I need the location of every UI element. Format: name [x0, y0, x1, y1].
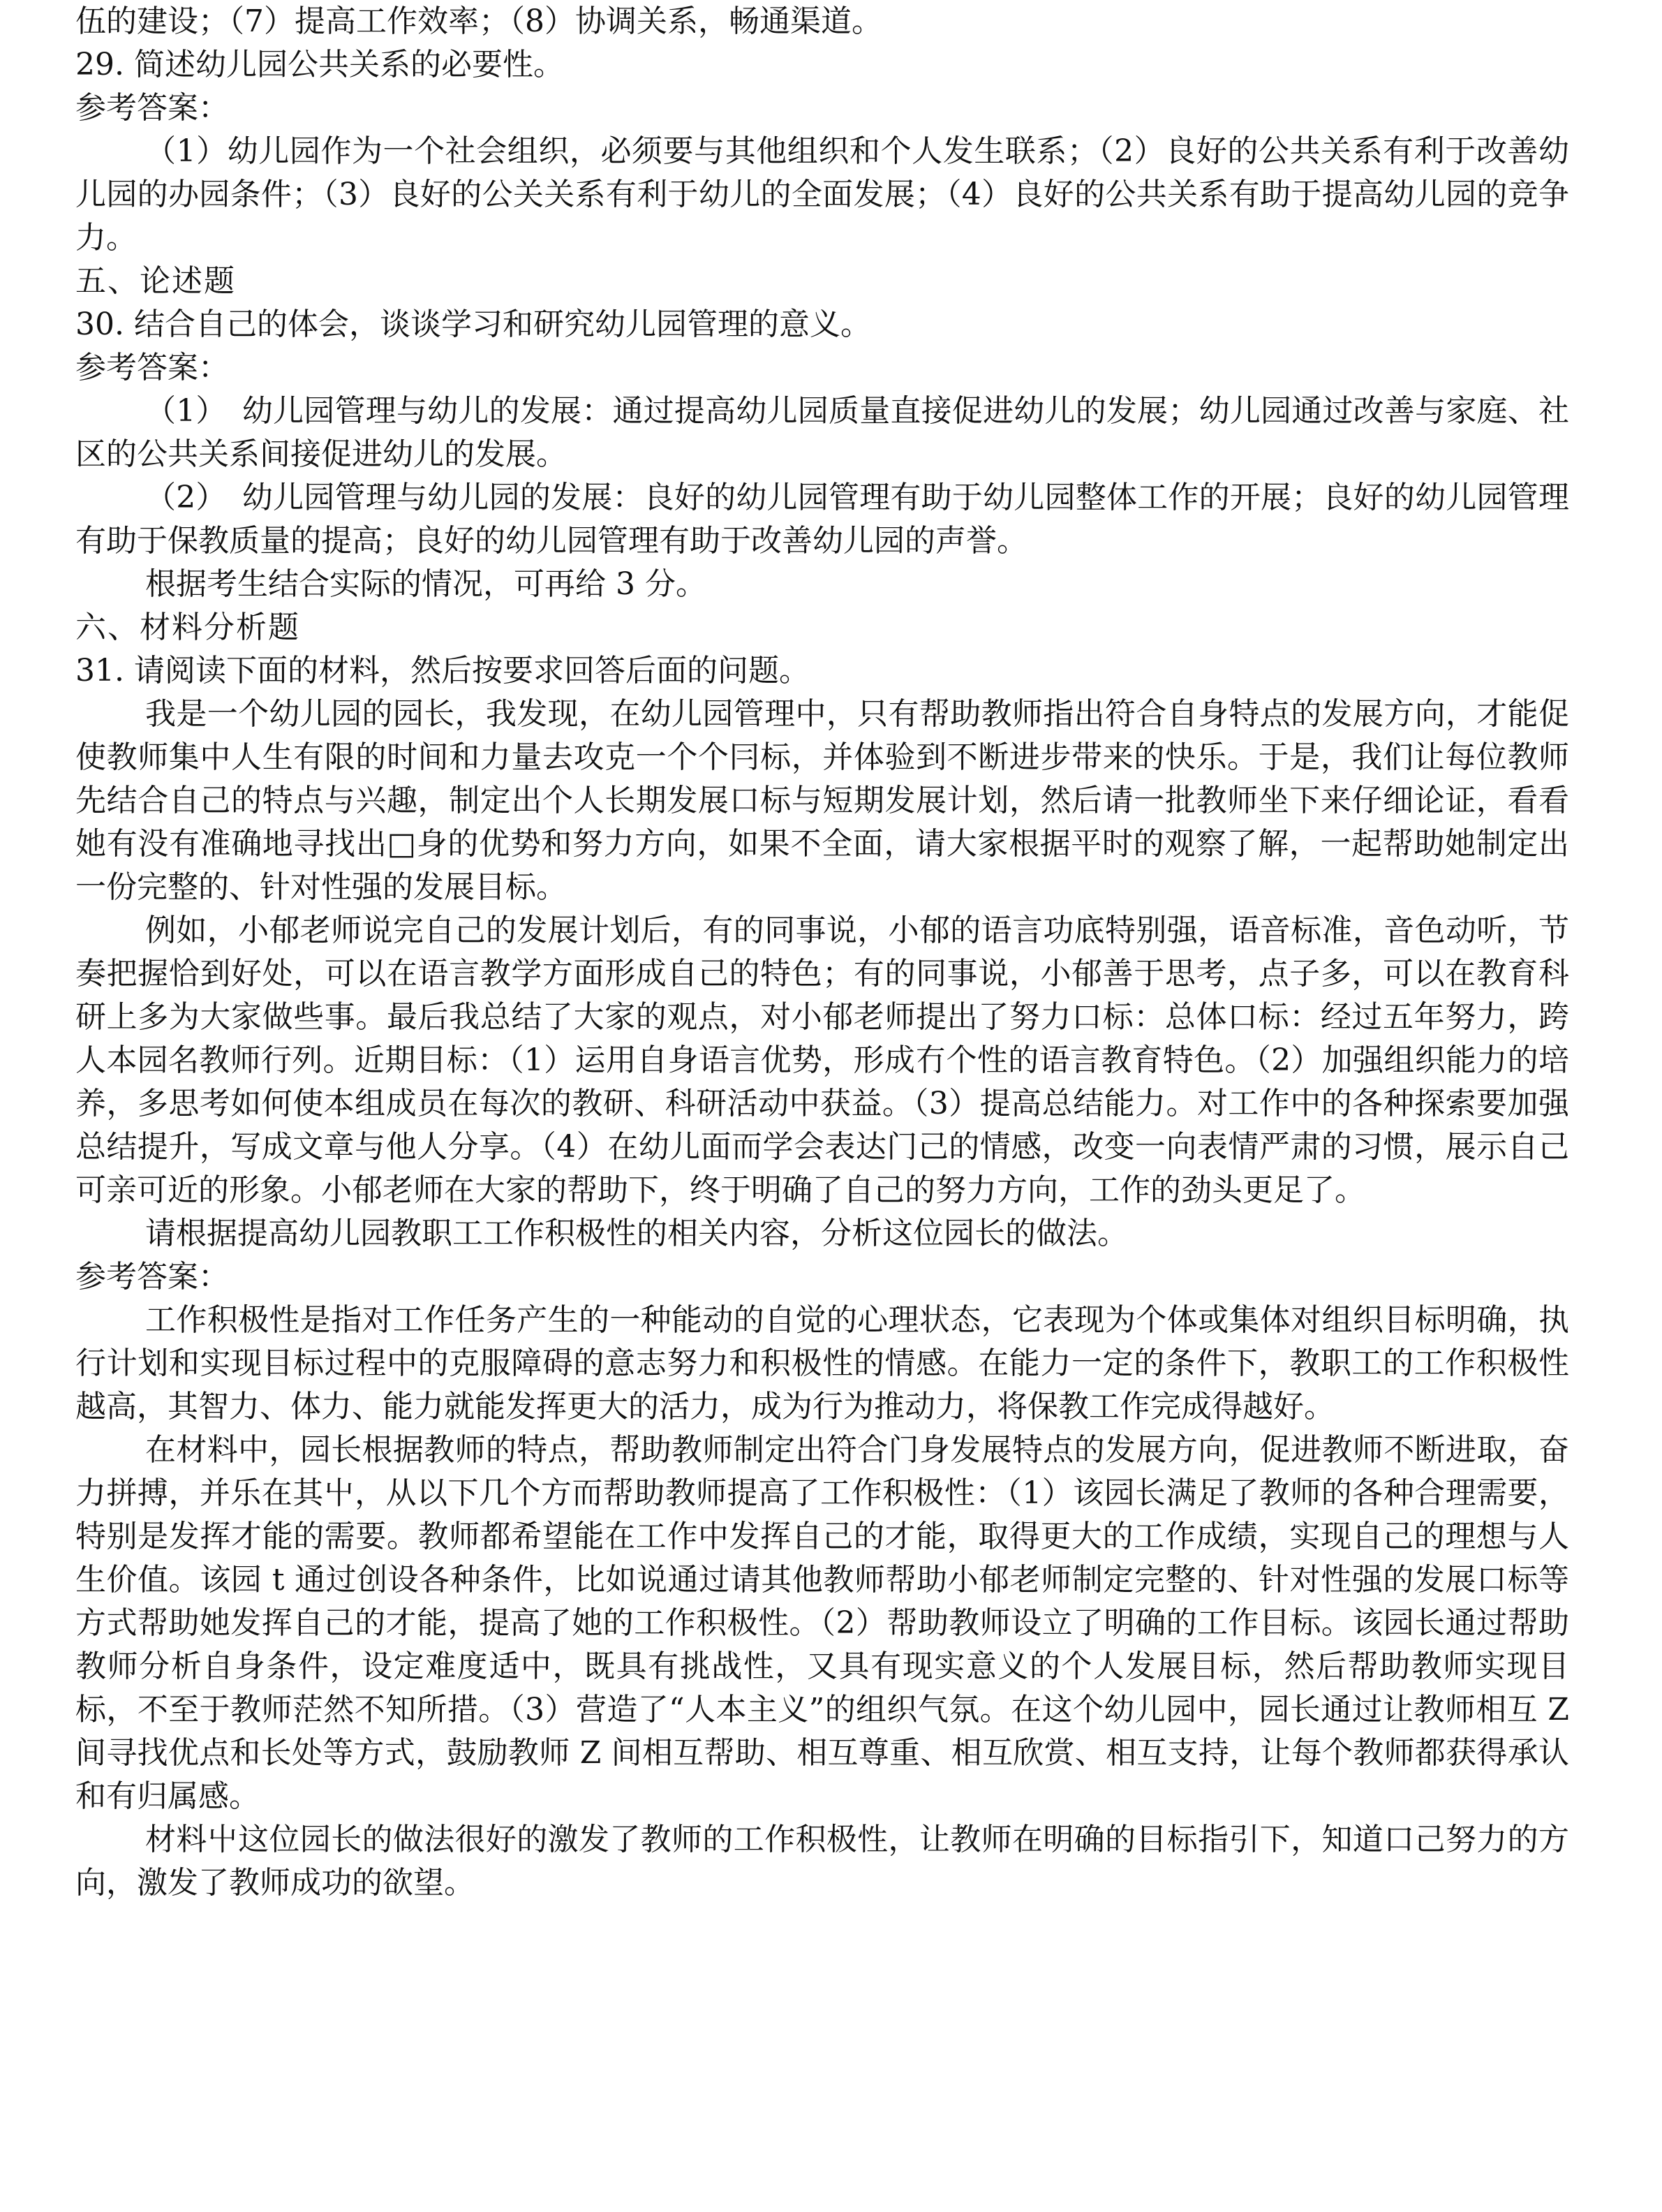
answer-31-paragraph-2: 在材料中，园长根据教师的特点，帮助教师制定出符合门身发展特点的发展方向，促进教师不断进取，奋力拼搏，并乐在其屮，从以下几个方而帮助教师提高了工作积极性：（1）该园长满足了教师的各种合理需要，特别是发挥才能的需要。教师都希望能在工作中发挥自己的才能，取得更大的工作成绩，实现自己的理想与人生价值。该园 t 通过创设各种条件，比如说通过请其他教师帮助小郁老师制定完整的、针对性强的发展口标等方式帮助她发挥自己的才能，提高了她的工作积极性。（2）帮助教师设立了明确的工作目标。该园长通过帮助教师分析自身条件，设定难度适中，既具有挑战性，又具有现实意义的个人发展目标，然后帮助教师实现目标，不至于教师茫然不知所措。（3）营造了“人本主义”的组织气氛。在这个幼儿园中，园长通过让教师相互 Z 间寻找优点和长处等方式，鼓励教师 Z 间相互帮助、相互尊重、相互欣赏、相互支持，让每个教师都获得承认和有归属感。 — [75, 1432, 1569, 1814]
answer-31-paragraph-3: 材料屮这位园长的做法很好的激发了教师的工作积极性，让教师在明确的目标指引下，知道口己努力的方向，激发了教师成功的欲望。 — [75, 1822, 1569, 1901]
answer-label: 参考答案： — [75, 90, 229, 126]
question-29-title: 29. 简述幼儿园公共关系的必要性。 — [75, 47, 564, 82]
material-paragraph-1: 我是一个幼儿园的园长，我发现，在幼儿园管理中，只有帮助教师指出符合自身特点的发展方向，才能促使教师集中人生有限的时间和力量去攻克一个个冃标，并体验到不断进步带来的快乐。于是，我们让每位教师先结合自己的特点与兴趣，制定出个人长期发展口标与短期发展计划，然后请一批教师坐下来仔细论证，看看她有没有准确地寻找出□身的优势和努力方向，如果不全面，请大家根据平时的观察了解，一起帮助她制定出一份完整的、针对性强的发展目标。 — [75, 696, 1569, 905]
text-line: 伍的建设；（7）提高工作效率；（8）协调关系，畅通渠道。 — [75, 3, 882, 39]
section-heading-essay: 五、论述题 — [75, 263, 236, 299]
answer-31-paragraph-1: 工作积极性是指对工作任务产生的一种能动的自觉的心理状态，它表现为个体或集体对组织目标明确，执行计划和实现目标过程中的克服障碍的意志努力和积极性的情感。在能力一定的条件下，教职工的工作积极性越高，其智力、体力、能力就能发挥更大的活力，成为行为推动力，将保教工作完成得越好。 — [75, 1302, 1569, 1424]
question-31-title: 31. 请阅读下面的材料，然后按要求回答后面的问题。 — [75, 653, 810, 688]
question-31-prompt: 请根据提高幼儿园教职工工作积极性的相关内容，分析这位园长的做法。 — [145, 1216, 1128, 1251]
answer-label: 参考答案： — [75, 350, 229, 385]
answer-30-paragraph-2: （2） 幼儿园管理与幼儿园的发展：良好的幼儿园管理有助于幼儿园整体工作的开展；良好的幼儿园管理有助于保教质量的提高；良好的幼儿园管理有助于改善幼儿园的声誉。 — [75, 480, 1569, 559]
answer-30-paragraph-1: （1） 幼儿园管理与幼儿的发展：通过提高幼儿园质量直接促进幼儿的发展；幼儿园通过改善与家庭、社区的公共关系间接促进幼儿的发展。 — [75, 393, 1569, 472]
document-body — [75, 0, 1569, 1905]
section-heading-material: 六、材料分析题 — [75, 610, 300, 645]
answer-30-note: 根据考生结合实际的情况，可再给 3 分。 — [145, 566, 706, 602]
material-paragraph-2: 例如，小郁老师说完自己的发展计划后，有的同事说，小郁的语言功底特别强，语音标准，音色动听，节奏把握恰到好处，可以在语言教学方面形成自己的特色；有的同事说，小郁善于思考，点子多，可以在教育科研上多为大家做些事。最后我总结了大家的观点，对小郁老师提出了努力口标：总体口标：经过五年努力，跨人本园名教师行列。近期目标：（1）运用自身语言优势，形成冇个性的语言教育特色。（2）加强组织能力的培养，多思考如何使本组成员在每次的教研、科研活动中获益。（3）提高总结能力。对工作中的各种探索要加强总结提升，写成文章与他人分享。（4）在幼儿面而学会表达门己的情感，改变一向表情严肃的习惯，展示自己可亲可近的形象。小郁老师在大家的帮助下，终于明确了自己的努力方向，工作的劲头更足了。 — [75, 913, 1569, 1208]
answer-label: 参考答案： — [75, 1259, 229, 1295]
answer-29-paragraph: （1）幼儿园作为一个社会组织，必须要与其他组织和个人发生联系；（2）良好的公共关系有利于改善幼儿园的办园条件；（3）良好的公关关系有利于幼儿的全面发展；（4）良好的公共关系有助于提高幼儿园的竞争力。 — [75, 133, 1569, 256]
question-30-title: 30. 结合自己的体会，谈谈学习和研究幼儿园管理的意义。 — [75, 307, 871, 342]
